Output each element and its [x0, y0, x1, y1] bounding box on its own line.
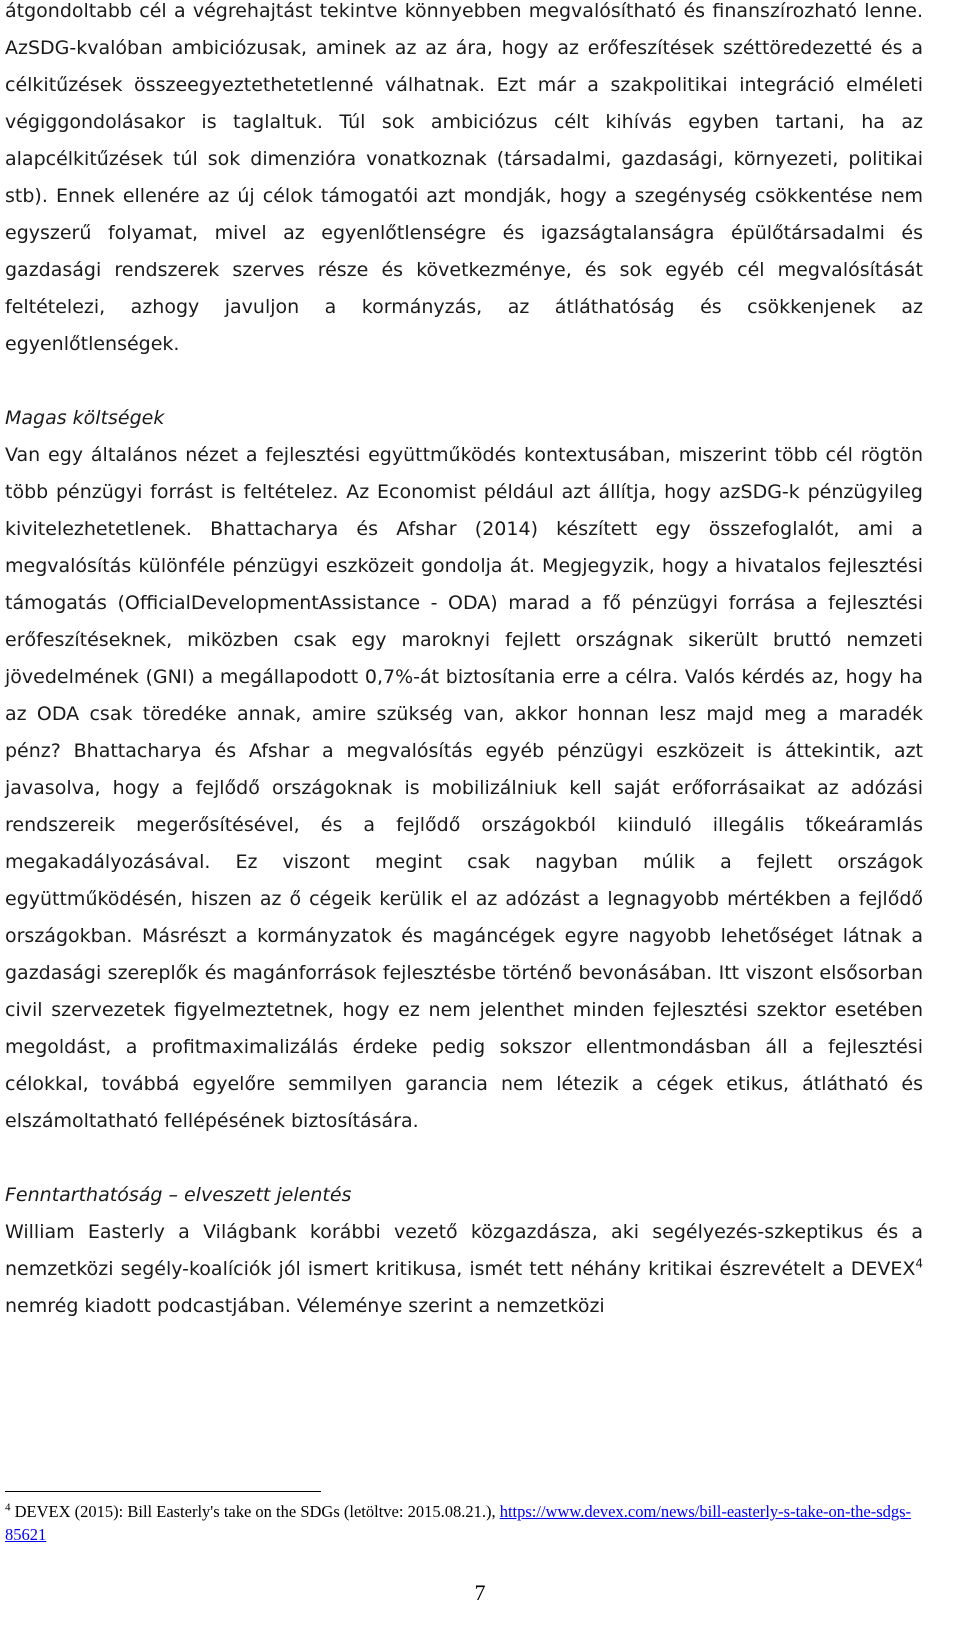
footnote-separator [5, 1491, 321, 1492]
footnote-link[interactable]: https://www.devex.com/news/bill-easterly-s-take-on-the-sdgs-85621 [5, 1502, 912, 1544]
section-heading-costs: Magas költségek [5, 407, 165, 429]
paragraph-costs: Van egy általános nézet a fejlesztési együttműködés kontextusában, miszerint több cél rögtön több pénzügyi forrást is feltételez. Az Economist például azt állítja, hogy azSDG-k pénzügyileg kivitelezhetetlenek. Bhattacharya és Afshar (2014) készített egy összefoglalót, ami a megvalósítás különféle pénzügyi eszközeit gondolja át. Megjegyzik, hogy a hivatalos fejlesztési támogatás (OfficialDevelopmentAssistance - ODA) marad a fő pénzügyi forrása a fejlesztési erőfeszítéseknek, miközben csak egy maroknyi fejlett országnak sikerült bruttó nemzeti jövedelmének (GNI) a megállapodott 0,7%-át biztosítania erre a célra. Valós kérdés az, hogy ha az ODA csak töredéke annak, amire szükség van, akkor honnan lesz majd meg a maradék pénz? Bhattacharya és Afshar a megvalósítás egyéb pénzügyi eszközeit is áttekintik, azt javasolva, hogy a fejlődő országoknak is mobilizálniuk kell saját erőforrásaikat az adózási rendszereik megerősítésével, és a fejlődő országokból kiinduló illegális tőkeáramlás megakadályozásával. Ez viszont megint csak nagyban múlik a fejlett országok együttműködésén, hiszen az ő cégeik kerülik el az adózást a legnagyobb mértékben a fejlődő országokban. Másrészt a kormányzatok és magáncégek egyre nagyobb lehetőséget látnak a gazdasági szereplők és magánforrások fejlesztésbe történő bevonásában. Itt viszont elsősorban civil szervezetek figyelmeztetnek, hogy ez nem jelenthet minden fejlesztési szektor esetében megoldást, a profitmaximalizálás érdeke pedig sokszor ellentmondásban áll a fejlesztési célokkal, továbbá egyelőre semmilyen garancia nem létezik a cégek etikus, átlátható és elszámoltatható fellépésének biztosítására. [5, 444, 923, 1132]
paragraph-text: William Easterly a Világbank korábbi vezető közgazdásza, aki segélyezés-szkeptikus és a nemzetközi segély-koalíciók jól ismert kritikusa, ismét tett néhány kritikai észrevételt a DEVEX [5, 1221, 923, 1280]
footnote [5, 1500, 920, 1546]
section-heading-sustainability: Fenntarthatóság – elveszett jelentés [5, 1184, 352, 1206]
footnote-reference[interactable]: 4 [915, 1256, 923, 1271]
paragraph-text: nemrég kiadott podcastjában. Véleménye szerint a nemzetközi [5, 1295, 605, 1317]
paragraph-intro: átgondoltabb cél a végrehajtást tekintve könnyebben megvalósítható és finanszírozható lenne. AzSDG-kvalóban ambiciózusak, aminek az az ára, hogy az erőfeszítések széttöredezetté és a célkitűzések összeegyeztethetetlenné válhatnak. Ezt már a szakpolitikai integráció elméleti végiggondolásakor is taglaltuk. Túl sok ambiciózus célt kihívás egyben tartani, ha az alapcélkitűzések túl sok dimenzióra vonatkoznak (társadalmi, gazdasági, környezeti, politikai stb). Ennek ellenére az új célok támogatói azt mondják, hogy a szegénység csökkentése nem egyszerű folyamat, mivel az egyenlőtlenségre és igazságtalanságra épülőtársadalmi és gazdasági rendszerek szerves része és következménye, és sok egyéb cél megvalósítását feltételezi, azhogy javuljon a kormányzás, az átláthatóság és csökkenjenek az egyenlőtlenségek. [5, 0, 923, 355]
document-page [5, 0, 923, 1325]
footnote-text: DEVEX (2015): Bill Easterly's take on the SDGs (letöltve: 2015.08.21.), [10, 1502, 500, 1521]
paragraph-gap [5, 363, 923, 400]
page-number: 7 [474, 1580, 486, 1605]
paragraph-gap [5, 1140, 923, 1177]
footnote-marker: 4 [5, 1501, 11, 1514]
paragraph-sustainability [5, 1214, 923, 1325]
